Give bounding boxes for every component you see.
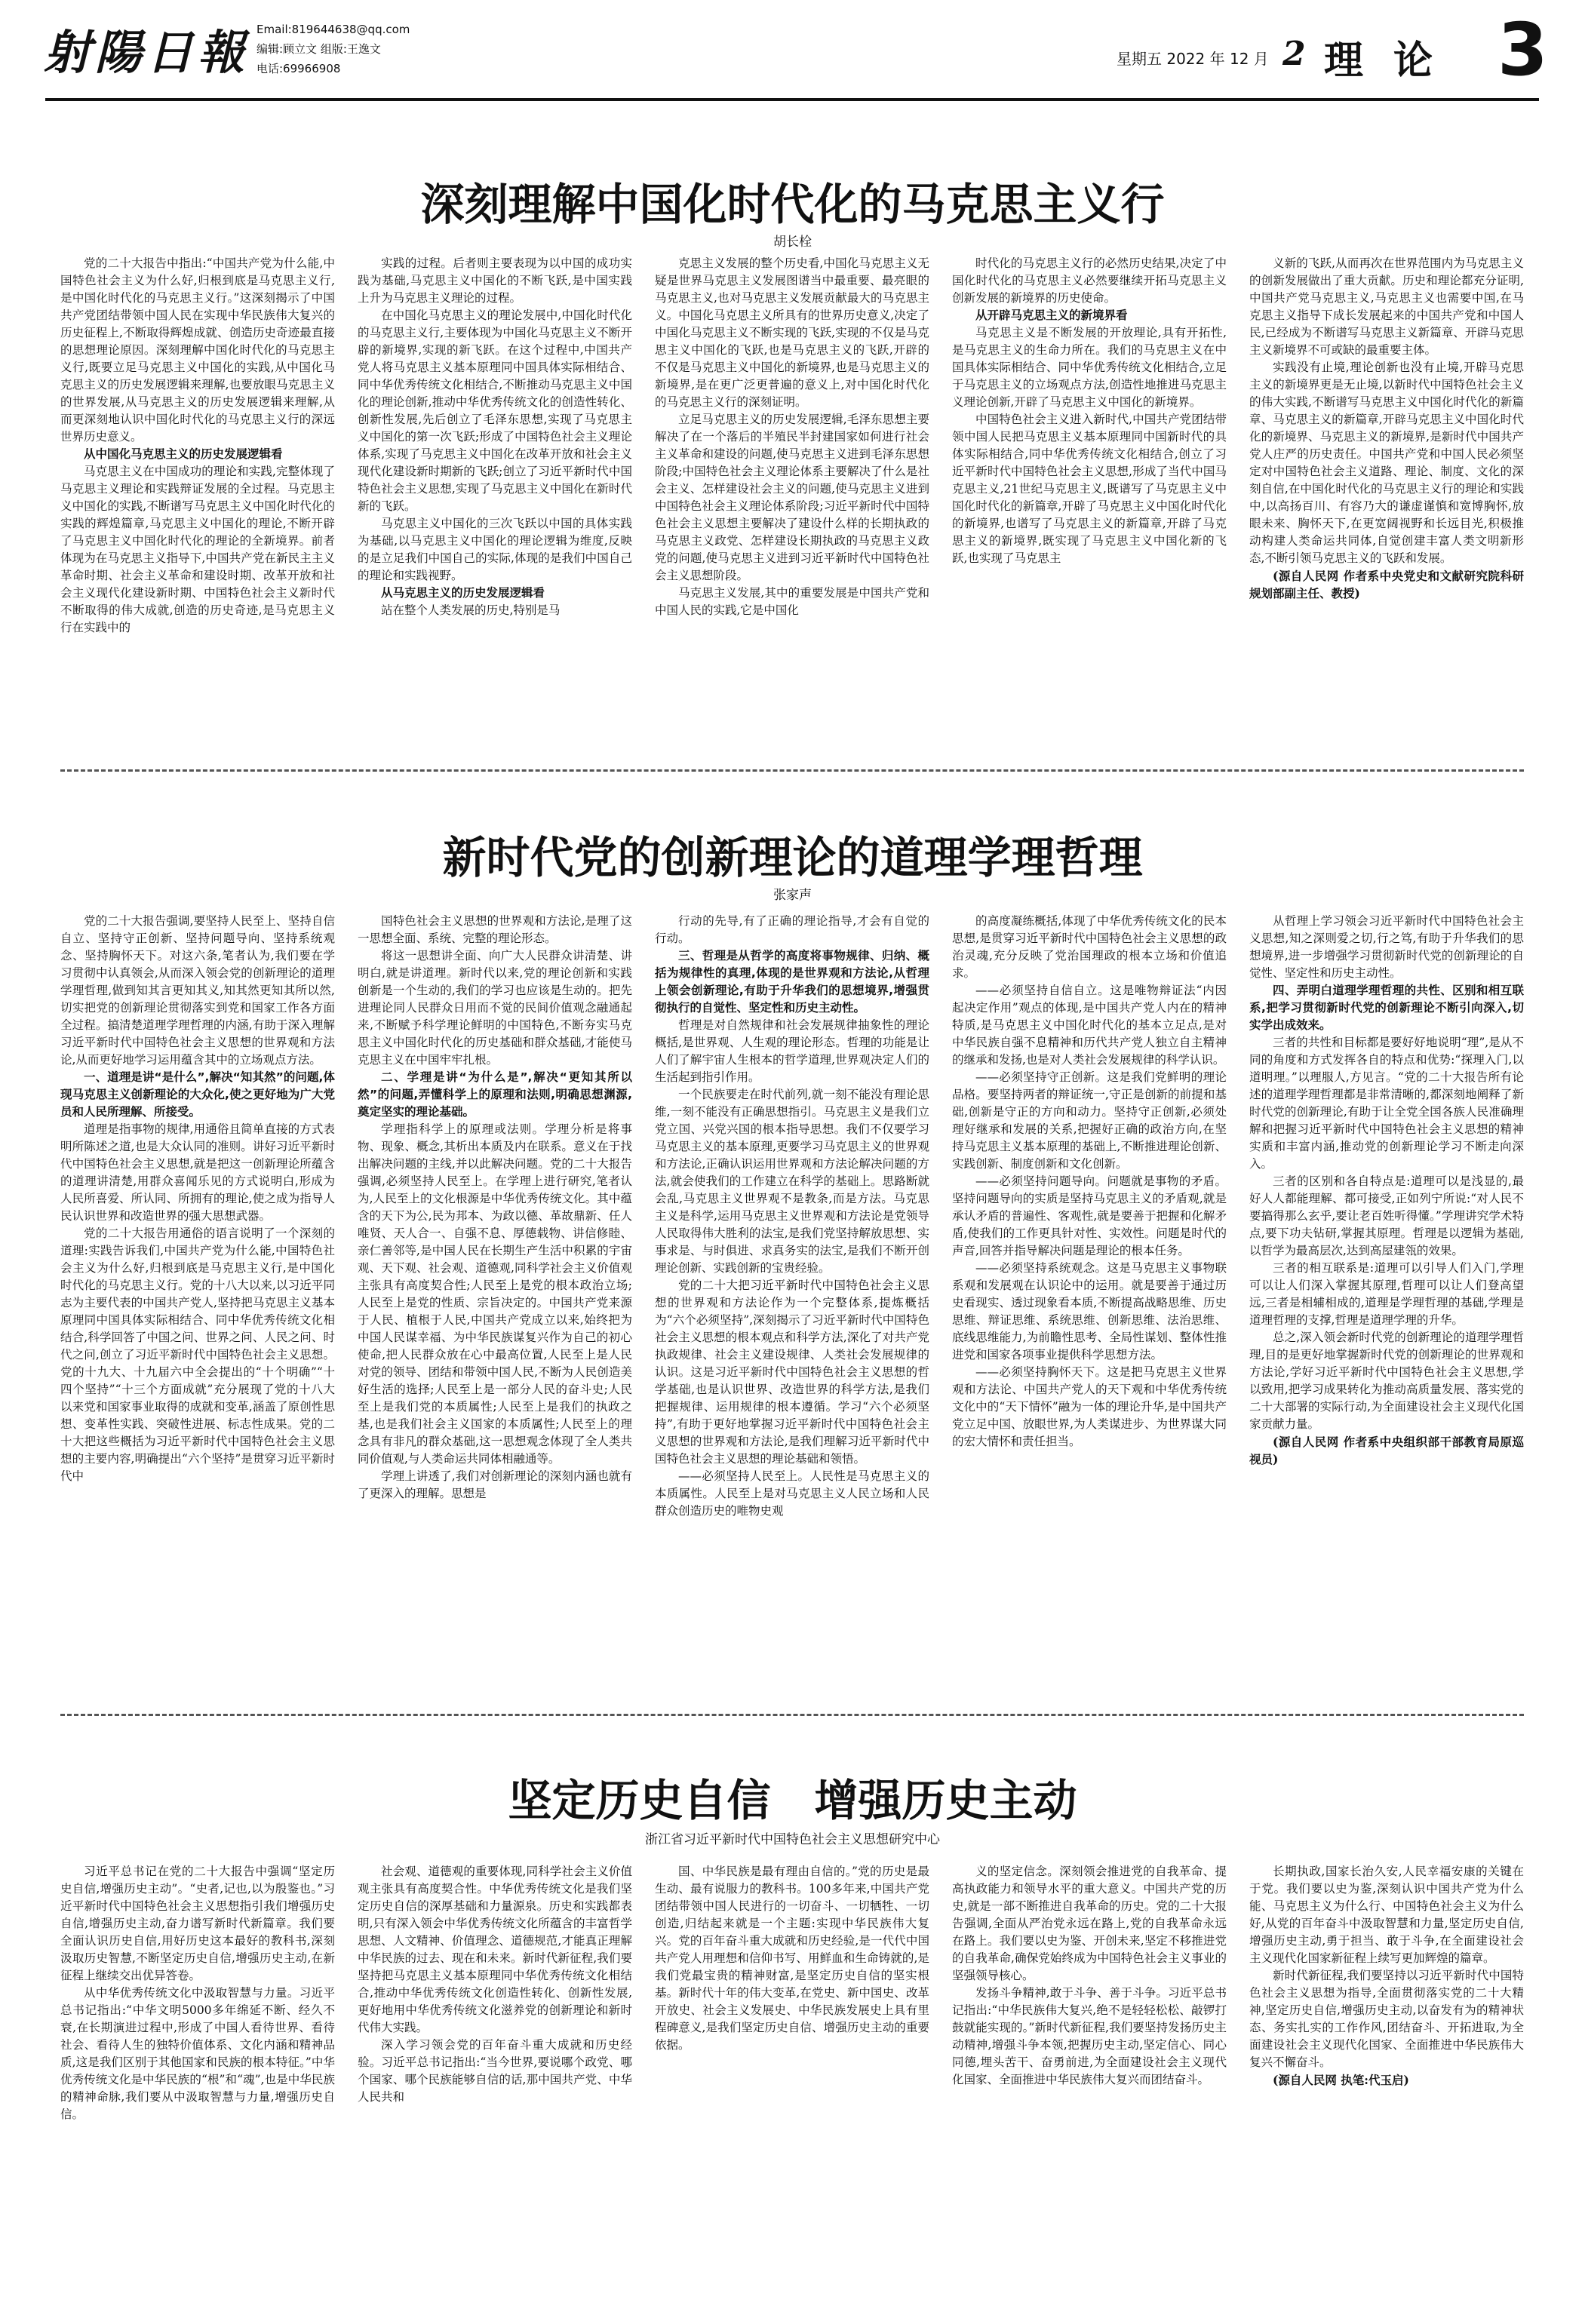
paragraph: 发扬斗争精神,敢于斗争、善于斗争。习近平总书记指出:“中华民族伟大复兴,绝不是轻轻松松、敲锣打鼓就能实现的。”新时代新征程,我们要坚持发扬历史主动精神,增强斗争本领,把握历史主动,坚定信心、同心同德,埋头苦干、奋勇前进,为全面建设社会主义现代化国家、全面推进中华民族伟大复兴而团结奋斗。: [952, 1986, 1227, 2086]
text-column: [655, 1863, 929, 2301]
paragraph: ——必须坚持守正创新。这是我们党鲜明的理论品格。要坚持两者的辩证统一,守正是创新的前提和基础,创新是守正的方向和动力。坚持守正创新,必须处理好继承和发展的关系,把握好正确的政治方向,在坚持马克思主义基本原理的基础上,不断推进理论创新、实践创新、制度创新和文化创新。: [952, 1070, 1227, 1171]
newspaper-logo: 射陽日報: [44, 25, 250, 80]
section-heading: 三、哲理是从哲学的高度将事物规律、归纳、概括为规律性的真理,体现的是世界观和方法论,从哲理上领会创新理论,有助于升华我们的思想境界,增强贯彻执行的自觉性、坚定性和历史主动性。: [655, 949, 929, 1015]
paragraph: 三者的区别和各自特点是:道理可以是浅显的,最好人人都能理解、都可接受,正如列宁所说:“对人民不要搞得那么玄乎,要让老百姓听得懂。”学理讲究学术特点,要下功夫钻研,掌握其原理。哲理是以逻辑为基础,以哲学为最高层次,达到高屋建瓴的效果。: [1249, 1174, 1524, 1257]
paragraph: 一个民族要走在时代前列,就一刻不能没有理论思维,一刻不能没有正确思想指引。马克思主义是我们立党立国、兴党兴国的根本指导思想。我们不仅要学习马克思主义的基本原理,更要学习马克思主义的世界观和方法论,正确认识运用世界观和方法论解决问题的方法,就会使我们的工作建立在科学的基础上。思路断就会乱,马克思主义世界观不是教条,而是方法。马克思主义是科学,运用马克思主义世界观和方法论是党领导人民取得伟大胜利的法宝,是我们党坚持解放思想、实事求是、与时俱进、求真务实的法宝,是我们不断开创理论创新、实践创新的宝贵经验。: [655, 1088, 929, 1275]
paragraph: 长期执政,国家长治久安,人民幸福安康的关键在于党。我们要以史为鉴,深刻认识中国共产党为什么能、马克思主义为什么行、中国特色社会主义为什么好,从党的百年奋斗中汲取智慧和力量,坚定历史自信,增强历史主动,勇于担当、敢于斗争,在全面建设社会主义现代化国家新征程上续写更加辉煌的篇章。: [1249, 1865, 1524, 1965]
article1-title: 深刻理解中国化时代化的马克思主义行: [420, 179, 1165, 230]
paragraph: 站在整个人类发展的历史,特别是马: [381, 603, 561, 617]
text-column: [952, 1863, 1227, 2301]
paragraph: 学理上讲透了,我们对创新理论的深刻内涵也就有了更深入的理解。思想是: [358, 1469, 632, 1500]
paragraph: 将这一思想讲全面、向广大人民群众讲清楚、讲明白,就是讲道理。新时代以来,党的理论创新和实践创新是一个生动的,我们的学习也应该是生动的。把先进理论同人民群众日用而不觉的民间价值观念融通起来,不断赋予科学理论鲜明的中国特色,不断夯实马克思主义中国化时代化的历史基础和群众基础,才能使马克思主义在中国牢牢扎根。: [358, 949, 632, 1067]
article1-author: 胡长栓: [773, 235, 812, 250]
paragraph: ——必须坚持系统观念。这是马克思主义事物联系观和发展观在认识论中的运用。就是要善于通过历史看现实、透过现象看本质,不断提高战略思维、历史思维、辩证思维、系统思维、创新思维、法治思维、底线思维能力,为前瞻性思考、全局性谋划、整体性推进党和国家各项事业提供科学思想方法。: [952, 1261, 1227, 1362]
article-divider: [60, 769, 1524, 772]
masthead-rule: [45, 98, 1539, 101]
paragraph: 三者的相互联系是:道理可以引导人们入门,学理可以让人们深入掌握其原理,哲理可以让人们登高望远,三者是相辅相成的,道理是学理哲理的基础,学理是道理哲理的支撑,哲理是道理学理的升华。: [1249, 1261, 1524, 1327]
section-name: 理论: [1324, 38, 1464, 84]
section-heading: 从中国化马克思主义的历史发展逻辑看: [84, 447, 283, 461]
text-column: [358, 255, 632, 753]
contact-editors: 编辑:顾立文 组版:王逸文: [256, 42, 381, 56]
paragraph: 克思主义发展的整个历史看,中国化马克思主义无疑是世界马克思主义发展图谱当中最重要、最亮眼的马克思主义,也对马克思主义发展贡献最大的马克思主义。中国化马克思主义所具有的世界历史意义,决定了中国化马克思主义不断实现的飞跃,实现的不仅是马克思主义中国化的飞跃,也是马克思主义的飞跃,开辟的不仅是马克思主义中国化的新境界,也是马克思主义的新境界,是在更广泛更普遍的意义上,对中国化时代化的马克思主义行的深刻证明。: [655, 256, 929, 409]
paragraph: 行动的先导,有了正确的理论指导,才会有自觉的行动。: [655, 914, 929, 945]
paragraph: 从哲理上学习领会习近平新时代中国特色社会主义思想,知之深则爱之切,行之笃,有助于升华我们的思想境界,进一步增强学习贯彻新时代党的创新理论的自觉性、坚定性和历史主动性。: [1249, 914, 1524, 980]
paragraph: 在中国化马克思主义的理论发展中,中国化时代化的马克思主义行,主要体现为中国化马克思主义不断开辟的新境界,实现的新飞跃。在这个过程中,中国共产党人将马克思主义基本原理同中国具体实际相结合、同中华优秀传统文化相结合,不断推动马克思主义中国化的理论创新,推动中华优秀传统文化的创造性转化、创新性发展,先后创立了毛泽东思想,实现了马克思主义中国化的第一次飞跃;形成了中国特色社会主义理论体系,实现了马克思主义中国化在改革开放和社会主义现代化建设新时期新的飞跃;创立了习近平新时代中国特色社会主义思想,实现了马克思主义中国化在新时代新的飞跃。: [358, 309, 632, 513]
issue-date: 星期五 2022 年 12 月: [1117, 50, 1269, 68]
paragraph: ——必须坚持人民至上。人民性是马克思主义的本质属性。人民至上是对马克思主义人民立场和人民群众创造历史的唯物史观: [655, 1469, 929, 1518]
paragraph: 党的二十大把习近平新时代中国特色社会主义思想的世界观和方法论作为一个完整体系,提炼概括为“六个必须坚持”,深刻揭示了习近平新时代中国特色社会主义思想的根本观点和科学方法,深化了对共产党执政规律、社会主义建设规律、人类社会发展规律的认识。这是习近平新时代中国特色社会主义思想的哲学基础,也是认识世界、改造世界的科学方法,是我们把握规律、运用规律的根本遵循。学习“六个必须坚持”,有助于更好地掌握习近平新时代中国特色社会主义思想的世界观和方法论,是我们理解习近平新时代中国特色社会主义思想的理论基础和领悟。: [655, 1279, 929, 1466]
paragraph: 实践的过程。后者则主要表现为以中国的成功实践为基础,马克思主义中国化的不断飞跃,是中国实践上升为马克思主义理论的过程。: [358, 256, 632, 305]
masthead: [0, 0, 1585, 106]
source-note: (源自人民网 作者系中央组织部干部教育局原巡视员): [1249, 1435, 1524, 1466]
article2-title: 新时代党的创新理论的道理学理哲理: [442, 832, 1143, 883]
paragraph: 的高度凝练概括,体现了中华优秀传统文化的民本思想,是贯穿习近平新时代中国特色社会主义思想的政治灵魂,充分反映了党治国理政的根本立场和价值追求。: [952, 914, 1227, 980]
paragraph: 学理指科学上的原理或法则。学理分析是将事物、现象、概念,其析出本质及内在联系。意义在于找出解决问题的主线,并以此解决问题。党的二十大报告强调,必须坚持人民至上。在学理上进行研究,笔者认为,人民至上的文化根源是中华优秀传统文化。其中蕴含的天下为公,民为邦本、为政以德、革故鼎新、任人唯贤、天人合一、自强不息、厚德载物、讲信修睦、亲仁善邻等,是中国人民在长期生产生活中积累的宇宙观、天下观、社会观、道德观,同科学社会主义价值观主张具有高度契合性;人民至上是党的根本政治立场;人民至上是党的性质、宗旨决定的。中国共产党来源于人民、植根于人民,中国共产党成立以来,始终把为中国人民谋幸福、为中华民族谋复兴作为自己的初心使命,把人民群众放在心中最高位置,人民至上是人民对党的领导、团结和带领中国人民,不断为人民创造美好生活的选择;人民至上是一部分人民的奋斗史;人民至上是我们党的本质属性;人民至上是我们的执政之基,也是我们社会主义国家的本质属性;人民至上的理念具有非凡的群众基础,这一思想观念体现了全人类共同价值观,与人类命运共同体相融通等。: [358, 1122, 632, 1466]
paragraph: 实践没有止境,理论创新也没有止境,开辟马克思主义的新境界更是无止境,以新时代中国特色社会主义的伟大实践,不断谱写马克思主义中国化时代化的新篇章、马克思主义的新篇章,开辟马克思主义中国化时代化的新境界、马克思主义的新境界,是新时代中国共产党人庄严的历史责任。中国共产党和中国人民必须坚定对中国特色社会主义道路、理论、制度、文化的深刻自信,在中国化时代化的马克思主义行的理论和实践中,以高扬百川、有容乃大的谦虚谨慎和宽博胸怀,放眼未来、胸怀天下,在更宽阔视野和长远目光,积极推动构建人类命运共同体,自觉创建丰富人类文明新形态,不断引领马克思主义的飞跃和发展。: [1249, 361, 1524, 565]
article3-body: [60, 1863, 1524, 2301]
paragraph: 中国特色社会主义进入新时代,中国共产党团结带领中国人民把马克思主义基本原理同中国新时代的具体实际相结合,同中华优秀传统文化相结合,创立了习近平新时代中国特色社会主义思想,形成了当代中国马克思主义,21世纪马克思主义,既谱写了马克思主义中国化时代化的新篇章,开辟了马克思主义中国化时代化的新境界,也谱写了马克思主义的新篇章,开辟了马克思主义的新境界,既实现了马克思主义中国化新的飞跃,也实现了马克思主: [952, 413, 1227, 565]
paragraph: ——必须坚持自信自立。这是唯物辩证法“内因起决定作用”观点的体现,是中国共产党人内在的精神特质,是马克思主义中国化时代化的基本立足点,是对中华民族自强不息精神和历代共产党人独立自主精神的继承和发扬,也是对人类社会发展规律的科学认识。: [952, 984, 1227, 1067]
text-column: [1249, 1863, 1524, 2301]
paragraph: 党的二十大报告中指出:“中国共产党为什么能,中国特色社会主义为什么好,归根到底是马克思主义行,是中国化时代化的马克思主义行。”这深刻揭示了中国共产党团结带领中国人民在实现中华民族伟大复兴的历史征程上,不断取得辉煌成就、创造历史奇迹最直接的思想理论原因。深刻理解中国化时代化的马克思主义行,既要立足马克思主义中国化的实践,从中国化马克思主义的历史发展逻辑来理解,也要放眼马克思主义的世界发展,从马克思主义的历史发展逻辑来理解,从而更深刻地认识中国化时代化的马克思主义行的深远世界历史意义。: [60, 256, 335, 444]
section-heading: 二、学理是讲“为什么是”,解决“更知其所以然”的问题,弄懂科学上的原理和法则,明确思想渊源,奠定坚实的理论基础。: [358, 1070, 632, 1119]
paragraph: 义的坚定信念。深刻领会推进党的自我革命、提高执政能力和领导水平的重大意义。中国共产党的历史,就是一部不断推进自我革命的历史。党的二十大报告强调,全面从严治党永远在路上,党的自我革命永远在路上。我们要以史为鉴、开创未来,坚定不移推进党的自我革命,确保党始终成为中国特色社会主义事业的坚强领导核心。: [952, 1865, 1227, 1982]
paragraph: 国、中华民族是最有理由自信的。”党的历史是最生动、最有说服力的教科书。100多年来,中国共产党团结带领中国人民进行的一切奋斗、一切牺牲、一切创造,归结起来就是一个主题:实现中华民族伟大复兴。党的百年奋斗重大成就和历史经验,是一代代中国共产党人用理想和信仰书写、用鲜血和生命铸就的,是我们党最宝贵的精神财富,是坚定历史自信的坚实根基。新时代十年的伟大变革,在党史、新中国史、改革开放史、社会主义发展史、中华民族发展史上具有里程碑意义,是我们坚定历史自信、增强历史主动的重要依据。: [655, 1865, 929, 2052]
section-heading: 四、弄明白道理学理哲理的共性、区别和相互联系,把学习贯彻新时代党的创新理论不断引向深入,切实学出成效来。: [1249, 984, 1524, 1032]
text-column: [60, 913, 335, 1697]
article2-author: 张家声: [773, 888, 812, 903]
paragraph: 党的二十大报告用通俗的语言说明了一个深刻的道理:实践告诉我们,中国共产党为什么能,中国特色社会主义为什么好,归根到底是马克思主义行,是中国化时代化的马克思主义行。党的十八大以来,以习近平同志为主要代表的中国共产党人,坚持把马克思主义基本原理同中国具体实际相结合、同中华优秀传统文化相结合,科学回答了中国之问、世界之问、人民之问、时代之问,创立了习近平新时代中国特色社会主义思想。党的十九大、十九届六中全会提出的“十个明确”“十四个坚持”“十三个方面成就”充分展现了党的十八大以来党和国家事业取得的成就和变革,涵盖了原创性思想、变革性实践、突破性进展、标志性成果。党的二十大把这些概括为习近平新时代中国特色社会主义思想的主要内容,明确提出“六个坚持”是贯穿习近平新时代中: [60, 1226, 335, 1483]
article3-title: 坚定历史自信 增强历史主动: [508, 1775, 1077, 1826]
contact-email: Email:819644638@qq.com: [256, 23, 410, 36]
paragraph: 义新的飞跃,从而再次在世界范围内为马克思主义的创新发展做出了重大贡献。历史和理论都充分证明,中国共产党马克思主义,马克思主义也需要中国,在马克思主义指导下成长发展起来的中国共产党和中国人民,已经成为不断谱写马克思主义新篇章、开辟马克思主义新境界不可或缺的最重要主体。: [1249, 256, 1524, 357]
paragraph: 社会观、道德观的重要体现,同科学社会主义价值观主张具有高度契合性。中华优秀传统文化是我们坚定历史自信的深厚基础和力量源泉。历史和实践都表明,只有深入领会中华优秀传统文化所蕴含的丰富哲学思想、人文精神、价值理念、道德规范,才能真正理解中华民族的过去、现在和未来。新时代新征程,我们要坚持把马克思主义基本原理同中华优秀传统文化相结合,推动中华优秀传统文化创造性转化、创新性发展,更好地用中华优秀传统文化滋养党的创新理论和新时代伟大实践。: [358, 1865, 632, 2034]
paragraph: 道理是指事物的规律,用通俗且简单直接的方式表明所陈述之道,也是大众认同的准则。讲好习近平新时代中国特色社会主义思想,就是把这一创新理论所蕴含的道理讲清楚,用群众喜闻乐见的方式说明白,形成为人民所喜爱、所认同、所拥有的理论,使之成为指导人民认识世界和改造世界的强大思想武器。: [60, 1122, 335, 1223]
text-column: [60, 255, 335, 753]
contact-info: [256, 20, 410, 78]
article1-body: [60, 255, 1524, 753]
text-column: [655, 913, 929, 1697]
text-column: [952, 255, 1227, 753]
paragraph: ——必须坚持问题导向。问题就是事物的矛盾。坚持问题导向的实质是坚持马克思主义的矛盾观,就是承认矛盾的普遍性、客观性,就是要善于把握和化解矛盾,使我们的工作更具针对性、实效性。问题是时代的声音,回答并指导解决问题是理论的根本任务。: [952, 1174, 1227, 1257]
paragraph: 马克思主义是不断发展的开放理论,具有开拓性,是马克思主义的生命力所在。我们的马克思主义在中国具体实际相结合、同中华优秀传统文化相结合,立足于马克思主义的立场观点方法,创造性地推进马克思主义理论创新,开辟了马克思主义中国化的新境界。: [952, 326, 1227, 409]
contact-phone: 电话:69966908: [256, 62, 341, 75]
paragraph: 时代化的马克思主义行的必然历史结果,决定了中国化时代化的马克思主义必然要继续开拓马克思主义创新发展的新境界的历史使命。: [952, 256, 1227, 305]
text-column: [952, 913, 1227, 1697]
paragraph: 马克思主义发展,其中的重要发展是中国共产党和中国人民的实践,它是中国化: [655, 586, 929, 617]
source-note: (源自人民网 作者系中央党史和文献研究院科研规划部副主任、教授): [1249, 569, 1524, 600]
text-column: [1249, 255, 1524, 753]
section-heading: 一、道理是讲“是什么”,解决“知其然”的问题,体现马克思主义创新理论的大众化,使之更好地为广大党员和人民所理解、所接受。: [60, 1070, 335, 1119]
paragraph: 习近平总书记在党的二十大报告中强调“坚定历史自信,增强历史主动”。“史者,记也,以为殷鉴也。”习近平新时代中国特色社会主义思想指引我们增强历史自信,增强历史主动,奋力谱写新时代新篇章。我们要全面认识历史自信,用好历史这本最好的教科书,深刻汲取历史智慧,不断坚定历史自信,增强历史主动,在新征程上继续交出优异答卷。: [60, 1865, 335, 1982]
paragraph: 国特色社会主义思想的世界观和方法论,是理了这一思想全面、系统、完整的理论形态。: [358, 914, 632, 945]
paragraph: 党的二十大报告强调,要坚持人民至上、坚持自信自立、坚持守正创新、坚持问题导向、坚持系统观念、坚持胸怀天下。对这六条,笔者认为,我们要在学习贯彻中认真领会,从而深入领会党的创新理论的道理学理哲理,做到知其言更知其义,知其然更知其所以然,切实把党的创新理论贯彻落实到党和国家工作各方面全过程。搞清楚道理学理哲理的内涵,有助于深入理解习近平新时代中国特色社会主义思想的世界观和方法论,从而更好地学习运用蕴含其中的立场观点方法。: [60, 914, 335, 1067]
paragraph: 马克思主义在中国成功的理论和实践,完整体现了马克思主义理论和实践辩证发展的全过程。马克思主义中国化的实践,不断谱写马克思主义中国化时代化的实践的辉煌篇章,马克思主义中国化的理论,不断开辟了马克思主义中国化时代化的理论的全新境界。前者体现为在马克思主义指导下,中国共产党在新民主主义革命时期、社会主义革命和建设时期、改革开放和社会主义现代化建设新时期、中国特色社会主义新时代不断取得的伟大成就,创造的历史奇迹,是马克思主义行在实践中的: [60, 465, 335, 634]
source-note: (源自人民网 执笔:代玉启): [1273, 2073, 1409, 2087]
text-column: [655, 255, 929, 753]
paragraph: 新时代新征程,我们要坚持以习近平新时代中国特色社会主义思想为指导,全面贯彻落实党的二十大精神,坚定历史自信,增强历史主动,以奋发有为的精神状态、务实扎实的工作作风,团结奋斗、开拓进取,为全面建设社会主义现代化国家、全面推进中华民族伟大复兴不懈奋斗。: [1249, 1969, 1524, 2069]
paragraph: 深入学习领会党的百年奋斗重大成就和历史经验。习近平总书记指出:“当今世界,要说哪个政党、哪个国家、哪个民族能够自信的话,那中国共产党、中华人民共和: [358, 2038, 632, 2104]
paragraph: 三者的共性和目标都是要好好地说明“理”,是从不同的角度和方式发挥各自的特点和优势:“探理入门,以道明理。”以理服人,方见言。“党的二十大报告所有论述的道理学理哲理都是非常清晰的,都深刻地阐释了新时代党的创新理论,有助于让全党全国各族人民准确理解和把握习近平新时代中国特色社会主义思想的精神实质和丰富内涵,推动党的创新理论学习不断走向深入。: [1249, 1036, 1524, 1171]
paragraph: 马克思主义中国化的三次飞跃以中国的具体实践为基础,以马克思主义中国化的理论逻辑为维度,反映的是立足我们中国自己的实际,体现的是我们中国自己的理论和实践视野。: [358, 517, 632, 582]
text-column: [358, 1863, 632, 2301]
section-heading: 从马克思主义的历史发展逻辑看: [381, 586, 545, 600]
paragraph: ——必须坚持胸怀天下。这是把马克思主义世界观和方法论、中国共产党人的天下观和中华优秀传统文化中的“天下情怀”融为一体的理论升华,是中国共产党立足中国、放眼世界,为人类谋进步、为世界谋大同的宏大情怀和责任担当。: [952, 1365, 1227, 1448]
article-divider: [60, 1714, 1524, 1716]
text-column: [60, 1863, 335, 2301]
issue-day: 2: [1282, 35, 1306, 73]
text-column: [358, 913, 632, 1697]
page-number: 3: [1497, 8, 1548, 92]
paragraph: 哲理是对自然规律和社会发展规律抽象性的理论概括,是世界观、人生观的理论形态。哲理的功能是让人们了解宇宙人生根本的哲学道理,世界观决定人们的生活起到指引作用。: [655, 1018, 929, 1084]
paragraph: 总之,深入领会新时代党的创新理论的道理学理哲理,目的是更好地掌握新时代党的创新理论的世界观和方法论,学好习近平新时代中国特色社会主义思想,学以致用,把学习成果转化为推动高质量发展、落实党的二十大部署的实际行动,为全面建设社会主义现代化国家贡献力量。: [1249, 1331, 1524, 1431]
paragraph: 立足马克思主义的历史发展逻辑,毛泽东思想主要解决了在一个落后的半殖民半封建国家如何进行社会主义革命和建设的问题,使马克思主义进到毛泽东思想阶段;中国特色社会主义理论体系主要解决了什么是社会主义、怎样建设社会主义的问题,使马克思主义进到中国特色社会主义理论体系阶段;习近平新时代中国特色社会主义思想主要解决了建设什么样的长期执政的马克思主义政党、怎样建设长期执政的马克思主义政党的问题,使马克思主义进到习近平新时代中国特色社会主义思想阶段。: [655, 413, 929, 582]
article3-author: 浙江省习近平新时代中国特色社会主义思想研究中心: [645, 1832, 940, 1847]
article2-body: [60, 913, 1524, 1697]
text-column: [1249, 913, 1524, 1697]
section-heading: 从开辟马克思主义的新境界看: [975, 309, 1128, 322]
paragraph: 从中华优秀传统文化中汲取智慧与力量。习近平总书记指出:“中华文明5000多年绵延不断、经久不衰,在长期演进过程中,形成了中国人看待世界、看待社会、看待人生的独特价值体系、文化内涵和精神品质,这是我们区别于其他国家和民族的根本特征。”中华优秀传统文化是中华民族的“根”和“魂”,也是中华民族的精神命脉,我们要从中汲取智慧与力量,增强历史自信。: [60, 1986, 335, 2121]
